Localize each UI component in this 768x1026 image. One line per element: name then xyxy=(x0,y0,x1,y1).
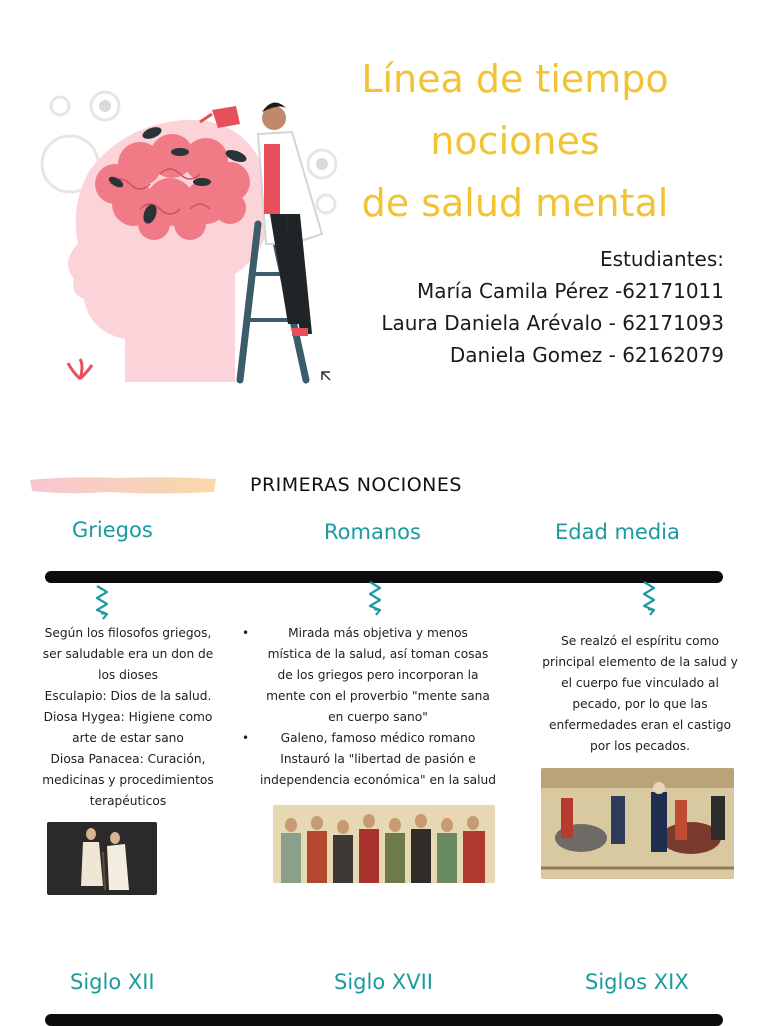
text-line: Diosa Hygea: Higiene como xyxy=(43,710,213,724)
text-line: por los pecados. xyxy=(590,739,690,753)
text-line: pecado, por lo que las xyxy=(572,697,708,711)
text-line: Esculapio: Dios de la salud. xyxy=(44,689,212,703)
title-line-1: Línea de tiempo nociones xyxy=(361,57,669,163)
decorative-brush-stroke xyxy=(28,474,218,496)
brain-illustration xyxy=(30,84,350,384)
text-line: mística de la salud, así toman cosas xyxy=(267,647,489,661)
text-line: Mirada más objetiva y menos xyxy=(288,626,468,640)
era-label-griegos: Griegos xyxy=(72,518,153,542)
text-line: terapéuticos xyxy=(89,794,167,808)
text-line: arte de estar sano xyxy=(72,731,184,745)
greek-figures-image xyxy=(47,822,157,895)
students-label: Estudiantes: xyxy=(599,247,724,271)
squiggle-arrow-icon xyxy=(93,584,113,620)
text-line: Se realzó el espíritu como xyxy=(561,634,719,648)
student-2: Laura Daniela Arévalo - 62171093 xyxy=(381,311,724,335)
text-line: Instauró la "libertad de pasión e xyxy=(280,752,476,766)
squiggle-arrow-icon xyxy=(640,580,660,616)
era-label-edad-media: Edad media xyxy=(555,520,680,544)
text-line: de los griegos pero incorporan la xyxy=(277,668,479,682)
roman-figures-image xyxy=(273,805,495,883)
era-label-siglo-xvii: Siglo XVII xyxy=(334,970,433,994)
text-line: Diosa Panacea: Curación, xyxy=(50,752,206,766)
romanos-description xyxy=(242,623,496,791)
text-line: el cuerpo fue vinculado al xyxy=(561,676,719,690)
section-title: PRIMERAS NOCIONES xyxy=(250,474,462,496)
text-line: enfermedades eran el castigo xyxy=(548,718,732,732)
era-label-romanos: Romanos xyxy=(324,520,421,544)
squiggle-arrow-icon xyxy=(366,580,386,616)
bullet-icon: • xyxy=(242,626,250,640)
text-line: en cuerpo sano" xyxy=(328,710,428,724)
student-3: Daniela Gomez - 62162079 xyxy=(449,343,724,367)
text-line: independencia económica" en la salud xyxy=(260,773,496,787)
title-line-2: de salud mental xyxy=(361,181,669,225)
text-line: medicinas y procedimientos xyxy=(42,773,214,787)
griegos-description xyxy=(30,623,226,812)
student-1: María Camila Pérez -62171011 xyxy=(417,279,724,303)
page-title xyxy=(280,48,750,234)
text-line: mente con el proverbio "mente sana xyxy=(266,689,490,703)
text-line: principal elemento de la salud y xyxy=(542,655,738,669)
text-line: Según los filosofos griegos, xyxy=(44,626,212,640)
era-label-siglo-xii: Siglo XII xyxy=(70,970,155,994)
text-line: ser saludable era un don de xyxy=(42,647,214,661)
era-label-siglos-xix: Siglos XIX xyxy=(585,970,689,994)
timeline-bar-bottom xyxy=(45,1014,723,1026)
students-block xyxy=(381,243,724,371)
text-line: Galeno, famoso médico romano xyxy=(280,731,476,745)
text-line: los dioses xyxy=(98,668,158,682)
bullet-icon: • xyxy=(242,731,250,745)
medieval-scene-image xyxy=(541,768,734,879)
edad-media-description xyxy=(540,631,740,757)
